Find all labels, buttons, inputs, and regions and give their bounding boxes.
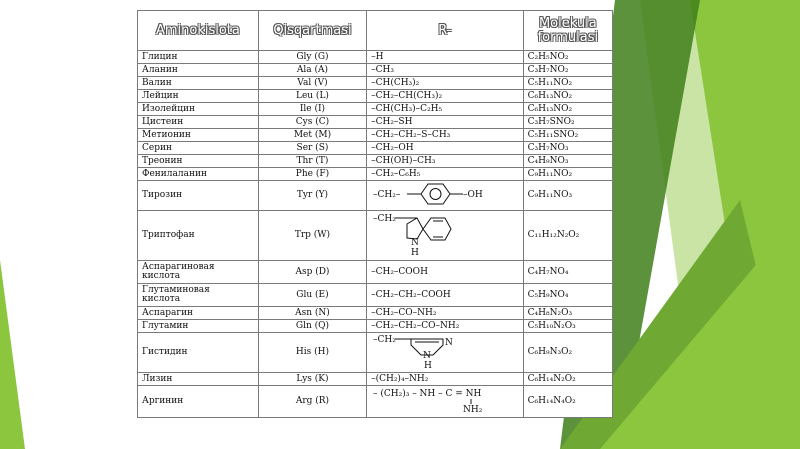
table-row <box>138 261 613 284</box>
amino-acid-name: Треонин <box>138 155 259 168</box>
r-group: –CH₂–OH <box>367 142 524 155</box>
r-group: –H <box>367 51 524 64</box>
amino-acid-name: Аргинин <box>138 386 259 418</box>
table-row <box>138 77 613 90</box>
table-row <box>138 129 613 142</box>
nitrogen-label: N <box>423 351 431 361</box>
molecular-formula: C₅H₁₁SNO₂ <box>523 129 612 142</box>
table-row <box>138 386 613 418</box>
r-group: –CH₂–CH₂–COOH <box>367 284 524 307</box>
molecular-formula: C₆H₁₃NO₂ <box>523 103 612 116</box>
table-row <box>138 320 613 333</box>
r-group: –CH₂–CH₂–CO–NH₂ <box>367 320 524 333</box>
amino-acid-name: Лейцин <box>138 90 259 103</box>
table-row <box>138 51 613 64</box>
r-group: –CH₃ <box>367 64 524 77</box>
amino-acid-name: Аспарагин <box>138 307 259 320</box>
molecular-formula: C₄H₉NO₃ <box>523 155 612 168</box>
abbreviation: Gly (G) <box>258 51 366 64</box>
abbreviation: Cys (C) <box>258 116 366 129</box>
table-row <box>138 284 613 307</box>
table-row <box>138 90 613 103</box>
table-row <box>138 142 613 155</box>
amino-acid-name: Изолейцин <box>138 103 259 116</box>
molecular-formula: C₉H₁₁NO₃ <box>523 181 612 211</box>
table-row <box>138 333 613 373</box>
r-group <box>367 181 524 211</box>
molecular-formula: C₅H₉NO₄ <box>523 284 612 307</box>
table-row <box>138 116 613 129</box>
benzene-ring <box>421 184 450 204</box>
molecular-formula: C₆H₁₃NO₂ <box>523 90 612 103</box>
r-group <box>367 333 524 373</box>
histidine-structure <box>371 333 511 369</box>
table-row <box>138 64 613 77</box>
molecular-formula: C₃H₇NO₃ <box>523 142 612 155</box>
amino-acid-name: Лизин <box>138 373 259 386</box>
molecular-formula: C₅H₁₁NO₂ <box>523 77 612 90</box>
side-chain-label: – (CH₂)₃ – NH – C = NH <box>373 389 482 399</box>
table-row <box>138 307 613 320</box>
molecular-formula: C₅H₁₀N₂O₃ <box>523 320 612 333</box>
r-group: –CH₂–CO–NH₂ <box>367 307 524 320</box>
amino-acid-name: Глутамин <box>138 320 259 333</box>
amino-acid-name: Аланин <box>138 64 259 77</box>
molecular-formula: C₃H₇NO₂ <box>523 64 612 77</box>
molecular-formula: C₉H₁₁NO₂ <box>523 168 612 181</box>
abbreviation: Glu (E) <box>258 284 366 307</box>
nitrogen-label: N <box>411 238 419 248</box>
abbreviation: Arg (R) <box>258 386 366 418</box>
molecular-formula: C₂H₅NO₂ <box>523 51 612 64</box>
abbreviation: Asn (N) <box>258 307 366 320</box>
header-r-group: R- <box>367 11 524 51</box>
r-group <box>367 386 524 418</box>
abbreviation: Phe (F) <box>258 168 366 181</box>
table-row <box>138 373 613 386</box>
abbreviation: Thr (T) <box>258 155 366 168</box>
amino-acid-name: Серин <box>138 142 259 155</box>
r-group: –CH(CH₃)₂ <box>367 77 524 90</box>
abbreviation: His (H) <box>258 333 366 373</box>
molecular-formula: C₁₁H₁₂N₂O₂ <box>523 211 612 261</box>
amino-label: NH₂ <box>463 405 483 414</box>
amino-acid-name: Триптофан <box>138 211 259 261</box>
table-row <box>138 181 613 211</box>
table-row <box>138 103 613 116</box>
table-row <box>138 155 613 168</box>
r-group: –CH₂–CH₂–S–CH₃ <box>367 129 524 142</box>
amino-acid-name: Валин <box>138 77 259 90</box>
hydroxyl-label: –OH <box>463 190 483 200</box>
abbreviation: Lys (K) <box>258 373 366 386</box>
abbreviation: Trp (W) <box>258 211 366 261</box>
side-chain-label: –CH₂ <box>373 214 396 224</box>
abbreviation: Leu (L) <box>258 90 366 103</box>
hydrogen-label: H <box>424 361 432 369</box>
header-amino-acid: Aminokislota <box>138 11 259 51</box>
r-group: –(CH₂)₄–NH₂ <box>367 373 524 386</box>
molecular-formula: C₆H₁₄N₂O₂ <box>523 373 612 386</box>
nitrogen-label: N <box>445 338 453 348</box>
table-row <box>138 211 613 261</box>
abbreviation: Val (V) <box>258 77 366 90</box>
amino-acid-name: Гистидин <box>138 333 259 373</box>
pyrrole-ring <box>407 218 423 239</box>
amino-acid-name: Аспарагиновая кислота <box>138 261 259 284</box>
tryptophan-structure <box>371 211 511 257</box>
r-group: –CH₂–COOH <box>367 261 524 284</box>
hydrogen-label: H <box>411 248 419 257</box>
r-group: –CH₂–SH <box>367 116 524 129</box>
r-group: –CH₂–CH(CH₃)₂ <box>367 90 524 103</box>
amino-acid-name: Глутаминовая кислота <box>138 284 259 307</box>
r-group <box>367 211 524 261</box>
amino-acid-name: Фенилаланин <box>138 168 259 181</box>
tyrosine-structure <box>371 181 511 207</box>
amino-acid-name: Цистеин <box>138 116 259 129</box>
table-row <box>138 168 613 181</box>
molecular-formula: C₆H₉N₃O₂ <box>523 333 612 373</box>
header-abbreviation: Qisqartmasi <box>258 11 366 51</box>
aromatic-circle <box>430 189 441 200</box>
amino-acid-name: Метионин <box>138 129 259 142</box>
abbreviation: Met (M) <box>258 129 366 142</box>
side-chain-label: –CH₂– <box>373 190 401 200</box>
amino-acid-table <box>137 10 613 418</box>
r-group: –CH(CH₃)–C₂H₅ <box>367 103 524 116</box>
molecular-formula: C₆H₁₄N₄O₂ <box>523 386 612 418</box>
abbreviation: Gln (Q) <box>258 320 366 333</box>
r-group: –CH(OH)–CH₃ <box>367 155 524 168</box>
abbreviation: Asp (D) <box>258 261 366 284</box>
abbreviation: Tyr (Y) <box>258 181 366 211</box>
green-left-accent <box>0 260 25 449</box>
amino-acid-name: Тирозин <box>138 181 259 211</box>
abbreviation: Ser (S) <box>258 142 366 155</box>
table-header-row <box>138 11 613 51</box>
side-chain-label: –CH₂ <box>373 335 396 345</box>
molecular-formula: C₃H₇SNO₂ <box>523 116 612 129</box>
amino-acid-name: Глицин <box>138 51 259 64</box>
arginine-structure <box>371 386 516 414</box>
abbreviation: Ala (A) <box>258 64 366 77</box>
abbreviation: Ile (I) <box>258 103 366 116</box>
molecular-formula: C₄H₇NO₄ <box>523 261 612 284</box>
molecular-formula: C₄H₈N₂O₃ <box>523 307 612 320</box>
r-group: –CH₂–C₆H₅ <box>367 168 524 181</box>
header-molecular-formula: Molekula formulasi <box>523 11 612 51</box>
